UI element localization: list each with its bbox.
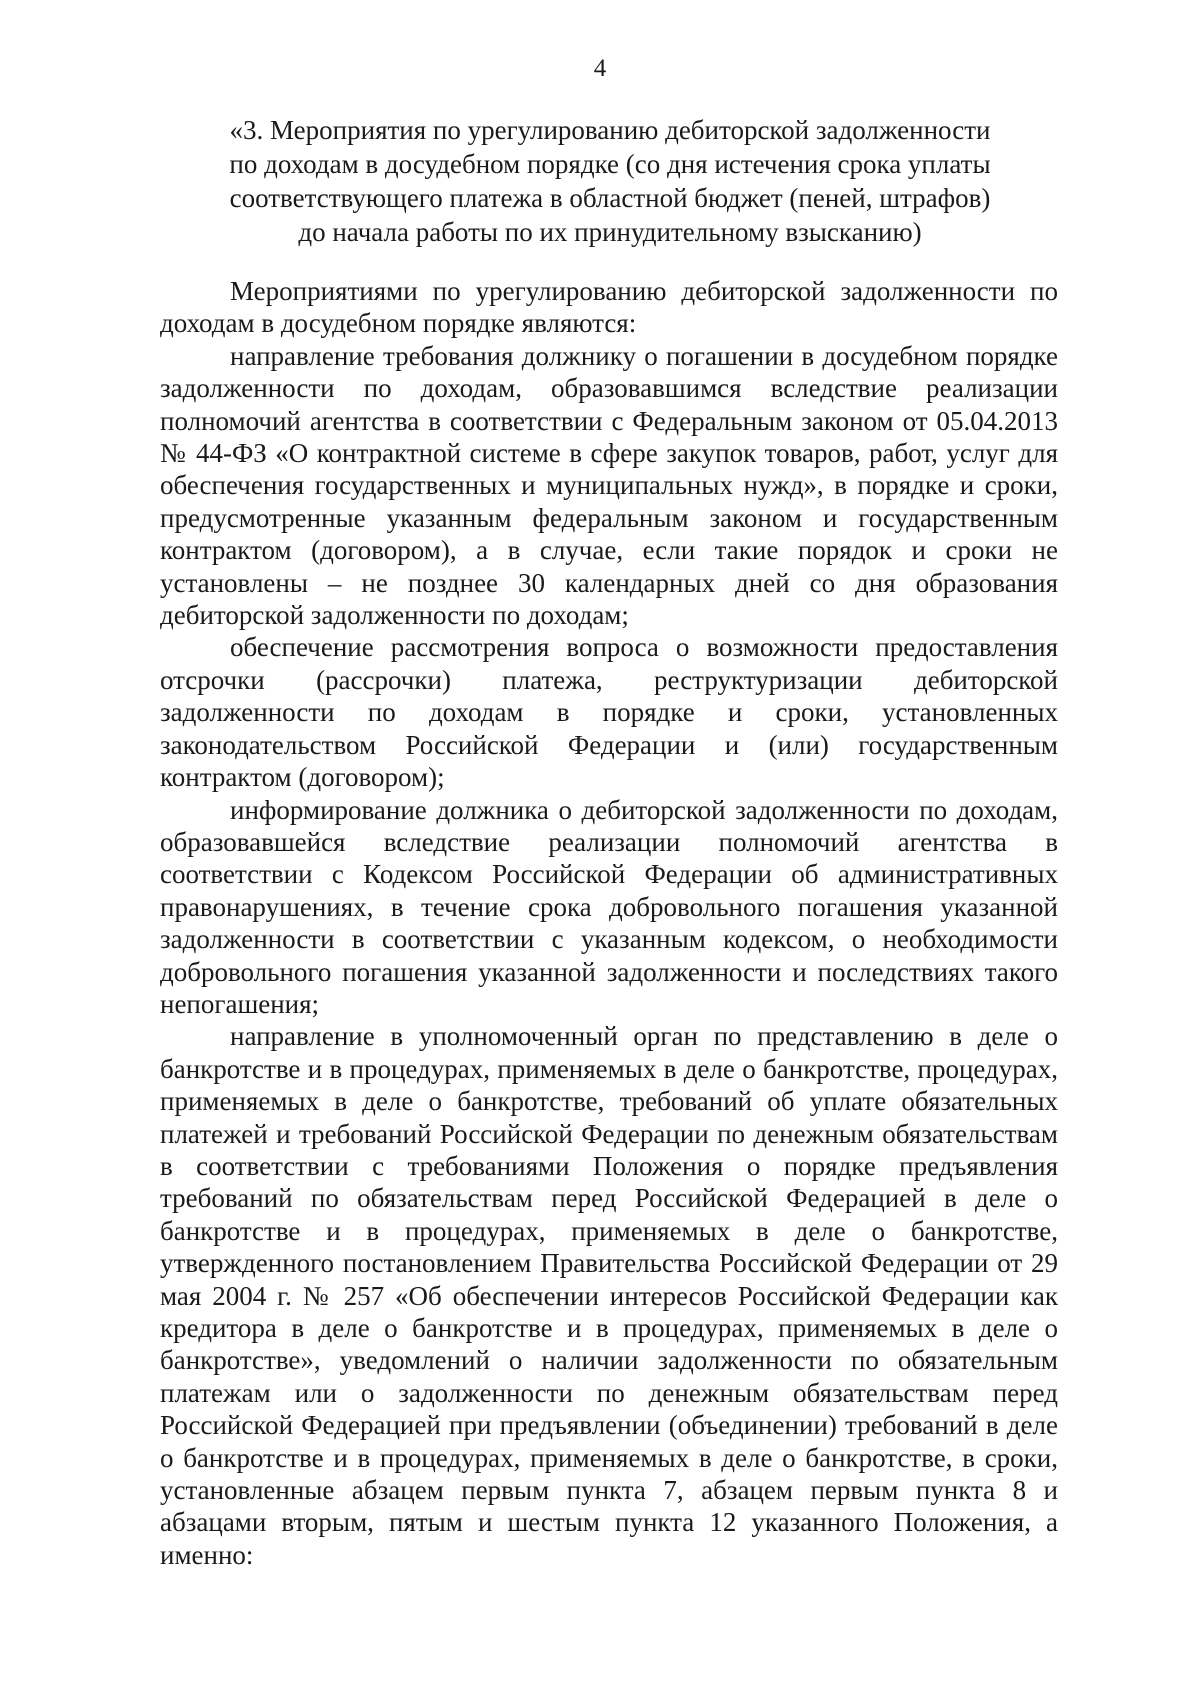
heading-line: по доходам в досудебном порядке (со дня истечения срока уплаты — [229, 149, 991, 179]
paragraph-demand: направление требования должнику о погашении в досудебном порядке задолженности по доходам, образовавшимся вследствие реализации полномочий агентства в соответствии с Федеральным законом от 05.04.2013 № 44-ФЗ «О контрактной системе в сфере закупок товаров, работ, услуг для обеспечения государственных и муниципальных нужд», в порядке и сроки, предусмотренные указанным федеральным законом и государственным контрактом (договором), а в случае, если такие порядок и сроки не установлены – не позднее 30 календарных дней со дня образования дебиторской задолженности по доходам; — [160, 340, 1058, 631]
paragraph-bankruptcy: направление в уполномоченный орган по представлению в деле о банкротстве и в процедурах, применяемых в деле о банкротстве, процедурах, применяемых в деле о банкротстве, требований об уплате обязательных платежей и требований Российской Федерации по денежным обязательствам в соответствии с требованиями Положения о порядке предъявления требований по обязательствам перед Российской Федерацией в деле о банкротстве и в процедурах, применяемых в деле о банкротстве, утвержденного постановлением Правительства Российской Федерации от 29 мая 2004 г. № 257 «Об обеспечении интересов Российской Федерации как кредитора в деле о банкротстве и в процедурах, применяемых в деле о банкротстве», уведомлений о наличии задолженности по обязательным платежам или о задолженности по денежным обязательствам перед Российской Федерацией при предъявлении (объединении) требований в деле о банкротстве и в процедурах, применяемых в деле о банкротстве, в сроки, установленные абзацем первым пункта 7, абзацем первым пункта 8 и абзацами вторым, пятым и шестым пункта 12 указанного Положения, а именно: — [160, 1021, 1058, 1570]
heading-line: до начала работы по их принудительному взысканию) — [298, 217, 922, 247]
heading-line: соответствующего платежа в областной бюджет (пеней, штрафов) — [229, 183, 991, 213]
page-number: 4 — [593, 55, 607, 82]
heading-line: «3. Мероприятия по урегулированию дебиторской задолженности — [229, 115, 991, 145]
paragraph-intro: Мероприятиями по урегулированию дебиторской задолженности по доходам в досудебном порядке являются: — [160, 276, 1058, 339]
paragraph-deferral: обеспечение рассмотрения вопроса о возможности предоставления отсрочки (рассрочки) платежа, реструктуризации дебиторской задолженности по доходам в порядке и сроки, установленных законодательством Российской Федерации и (или) государственным контрактом (договором); — [160, 632, 1058, 793]
section-heading — [160, 113, 1060, 249]
paragraph-informing: информирование должника о дебиторской задолженности по доходам, образовавшейся вследствие реализации полномочий агентства в соответствии с Кодексом Российской Федерации об административных правонарушениях, в течение срока добровольного погашения указанной задолженности в соответствии с указанным кодексом, о необходимости добровольного погашения указанной задолженности и последствиях такого непогашения; — [160, 794, 1058, 1019]
document-body — [160, 275, 1058, 1571]
